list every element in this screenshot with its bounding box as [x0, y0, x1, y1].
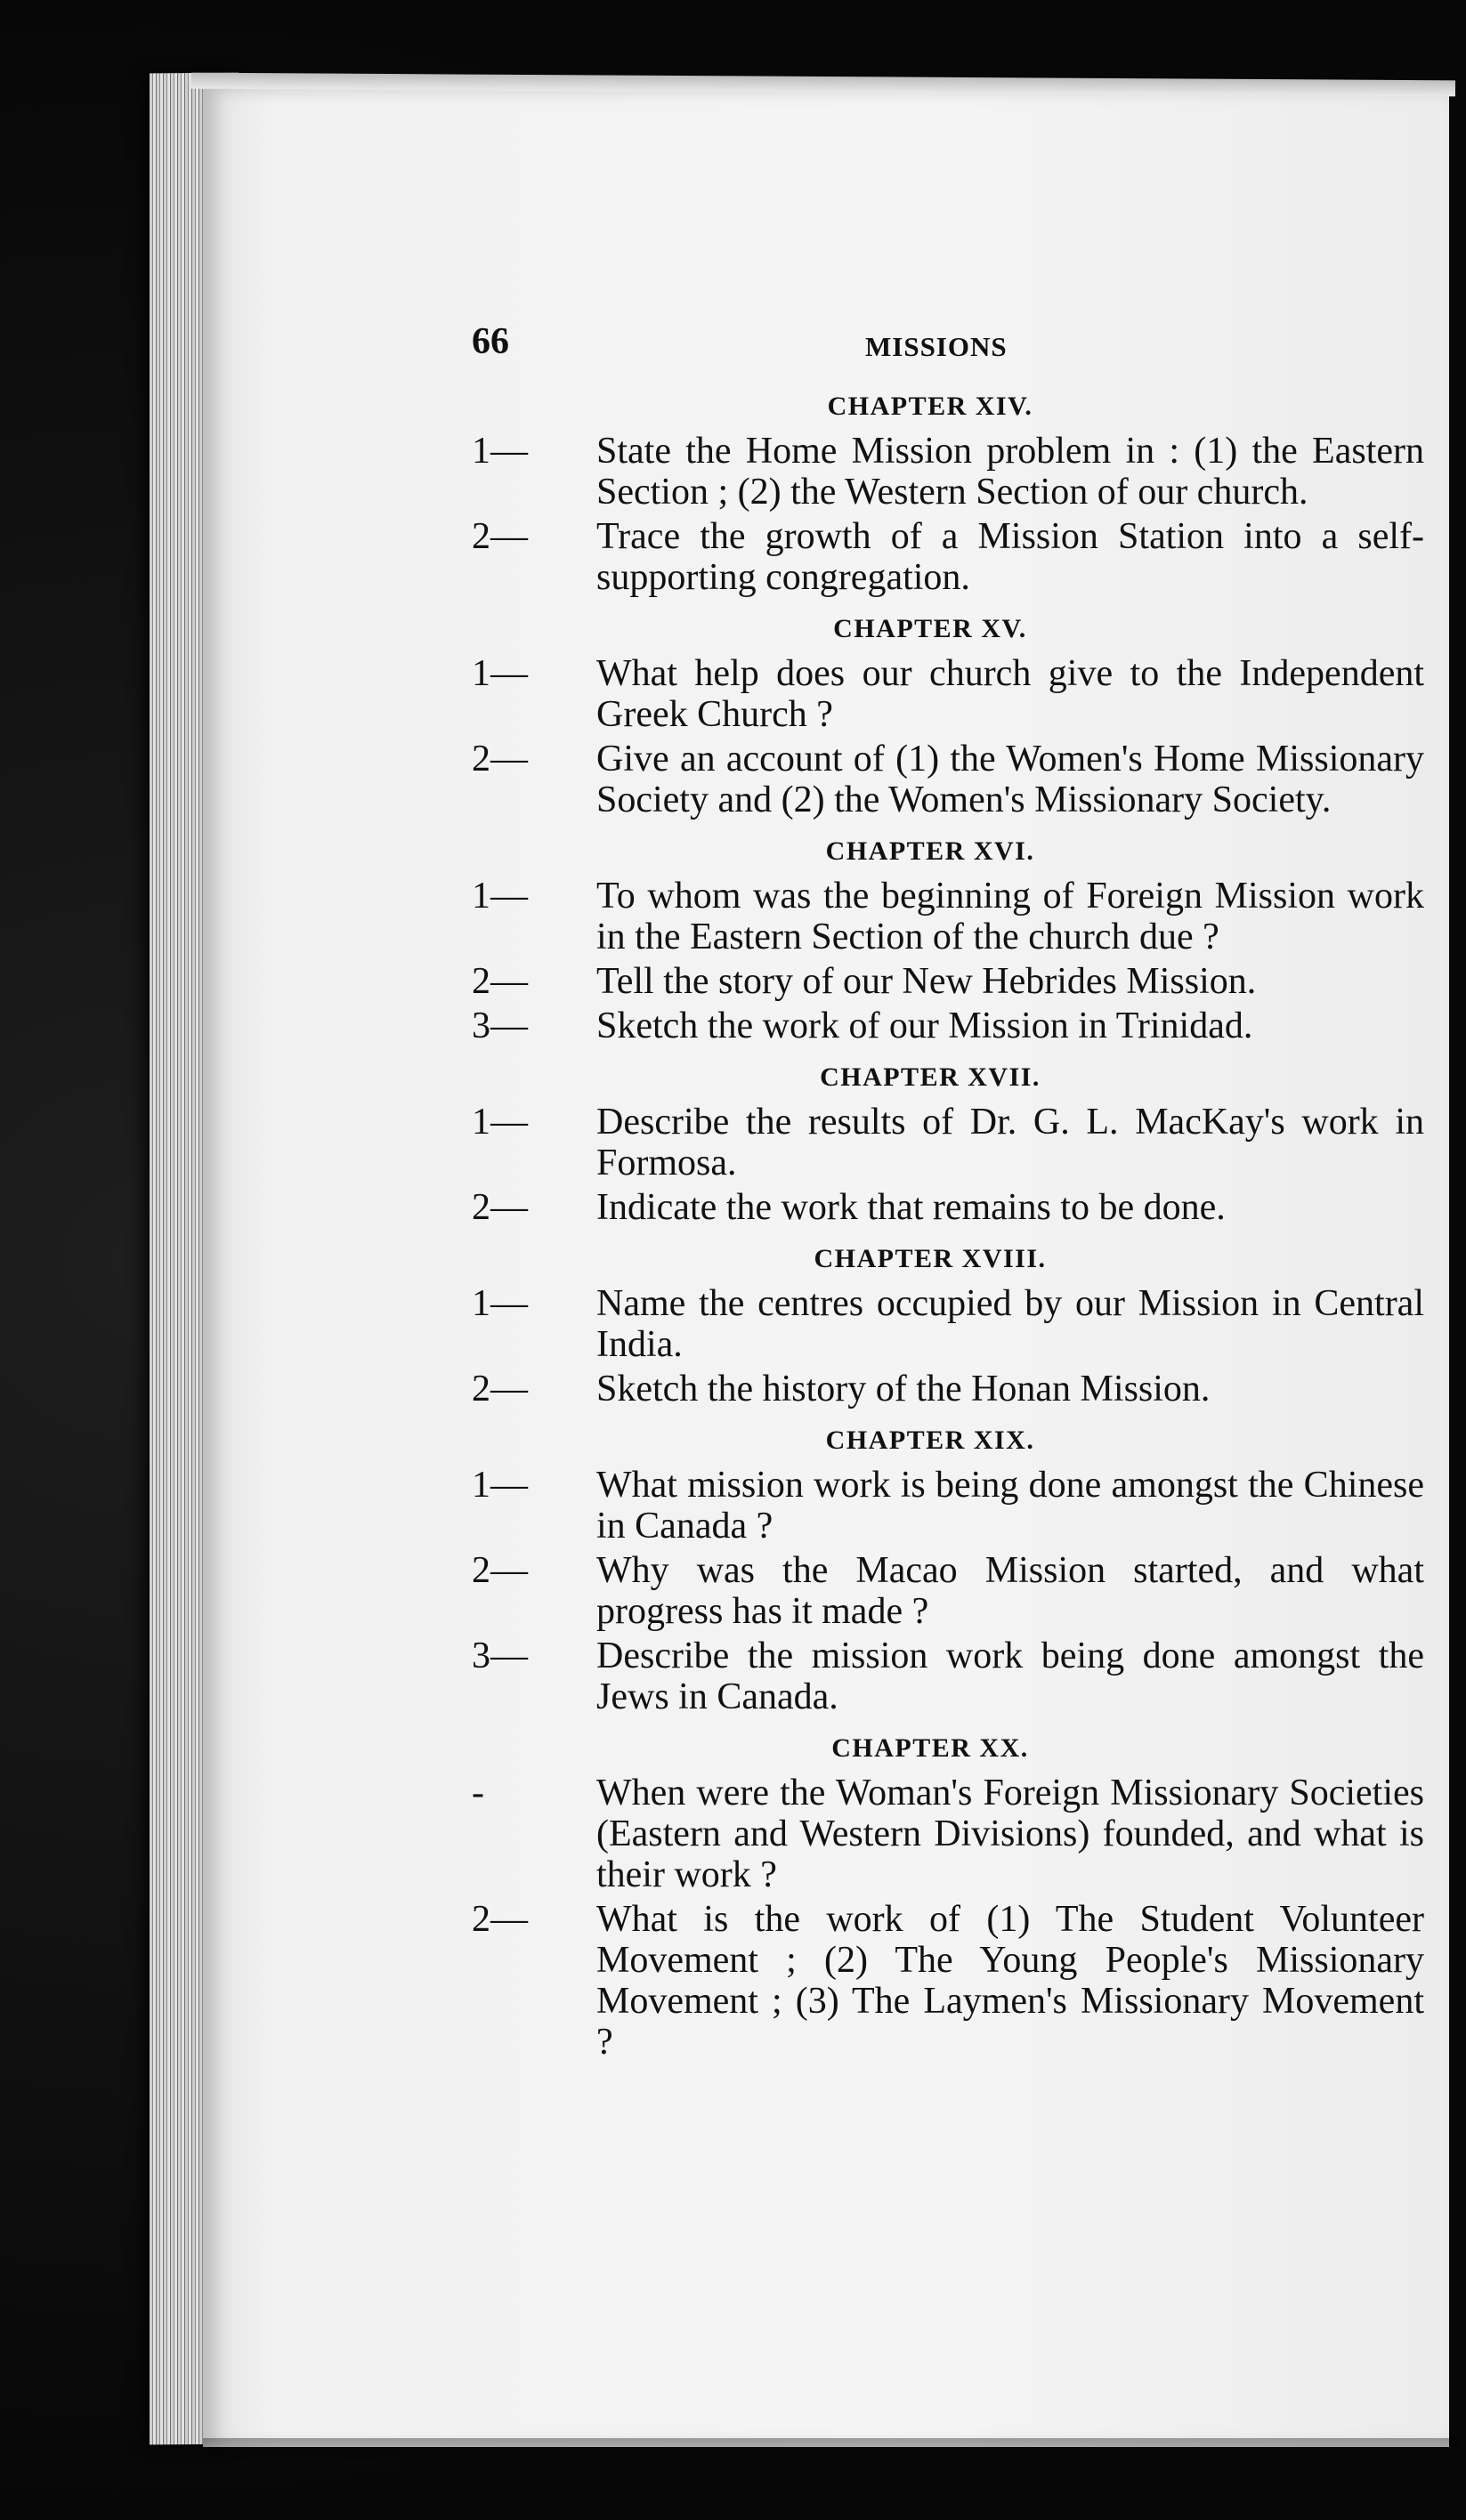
chapter-section — [472, 1426, 1424, 1717]
page-text-block — [472, 320, 1424, 2066]
question-text: When were the Woman's Foreign Missionary Societies (Eastern and Western Divisions) founded, and what is their work ? — [596, 1773, 1424, 1895]
question-number: 3— — [472, 1006, 528, 1046]
question-text: Describe the results of Dr. G. L. MacKay's work in Formosa. — [596, 1102, 1424, 1183]
question-number: 1— — [472, 1465, 528, 1506]
question-number: 1— — [472, 876, 528, 917]
question-text: To whom was the beginning of Foreign Mission work in the Eastern Section of the church due ? — [596, 876, 1424, 957]
question-item — [472, 1465, 1424, 1547]
question-text: Sketch the history of the Honan Mission. — [596, 1369, 1211, 1409]
question-number: 3— — [472, 1636, 528, 1676]
question-item — [472, 1899, 1424, 2063]
chapter-heading: CHAPTER XVI. — [825, 836, 1035, 866]
question-text: Give an account of (1) the Women's Home Missionary Society and (2) the Women's Missionary Society. — [596, 739, 1424, 820]
question-item — [472, 1187, 1424, 1228]
question-item — [472, 1006, 1424, 1046]
chapter-section — [472, 1733, 1424, 2063]
chapter-heading: CHAPTER XX. — [831, 1733, 1029, 1763]
question-text: Describe the mission work being done amongst the Jews in Canada. — [596, 1636, 1424, 1717]
question-number: 2— — [472, 1899, 528, 1940]
question-text: Indicate the work that remains to be done. — [596, 1187, 1226, 1228]
question-item — [472, 876, 1424, 957]
question-number: 2— — [472, 961, 528, 1002]
question-text: State the Home Mission problem in : (1) the Eastern Section ; (2) the Western Section of our church. — [596, 431, 1424, 513]
question-number: 1— — [472, 1283, 528, 1324]
question-text: Sketch the work of our Mission in Trinidad. — [596, 1006, 1253, 1046]
question-text: Name the centres occupied by our Mission in Central India. — [596, 1283, 1424, 1365]
question-item — [472, 1773, 1424, 1895]
page-bottom-shadow — [203, 2438, 1458, 2465]
question-number: 1— — [472, 653, 528, 694]
chapter-heading: CHAPTER XV. — [833, 614, 1027, 643]
question-text: Trace the growth of a Mission Station into a self-supporting congregation. — [596, 516, 1424, 598]
question-item — [472, 653, 1424, 735]
chapter-section — [472, 392, 1424, 598]
question-item — [472, 1102, 1424, 1183]
chapter-heading: CHAPTER XVII. — [820, 1062, 1041, 1092]
chapter-section — [472, 1244, 1424, 1409]
chapter-section — [472, 836, 1424, 1046]
question-number: 1— — [472, 431, 528, 472]
running-title: MISSIONS — [865, 331, 1008, 362]
question-item — [472, 1550, 1424, 1632]
question-text: Why was the Macao Mission started, and what progress has it made ? — [596, 1550, 1424, 1632]
running-head — [472, 320, 1424, 376]
question-item — [472, 1369, 1424, 1409]
question-number: 2— — [472, 1369, 528, 1409]
question-item — [472, 431, 1424, 513]
chapter-heading: CHAPTER XIX. — [825, 1426, 1035, 1455]
question-number: 2— — [472, 1187, 528, 1228]
chapter-heading: CHAPTER XVIII. — [814, 1244, 1047, 1273]
question-item — [472, 961, 1424, 1002]
question-number: - — [472, 1773, 484, 1813]
page-number: 66 — [472, 321, 509, 362]
question-item — [472, 1636, 1424, 1717]
question-number: 1— — [472, 1102, 528, 1143]
question-text: What mission work is being done amongst the Chinese in Canada ? — [596, 1465, 1424, 1547]
question-item — [472, 516, 1424, 598]
question-number: 2— — [472, 739, 528, 779]
question-item — [472, 1283, 1424, 1365]
question-number: 2— — [472, 516, 528, 557]
question-item — [472, 739, 1424, 820]
question-text: What help does our church give to the Independent Greek Church ? — [596, 653, 1424, 735]
chapter-heading: CHAPTER XIV. — [827, 392, 1033, 421]
chapter-section — [472, 614, 1424, 820]
question-text: What is the work of (1) The Student Volunteer Movement ; (2) The Young People's Missionary Movement ; (3) The Laymen's Missionary Movement ? — [596, 1899, 1424, 2063]
chapter-section — [472, 1062, 1424, 1228]
question-text: Tell the story of our New Hebrides Mission. — [596, 961, 1257, 1002]
question-number: 2— — [472, 1550, 528, 1591]
